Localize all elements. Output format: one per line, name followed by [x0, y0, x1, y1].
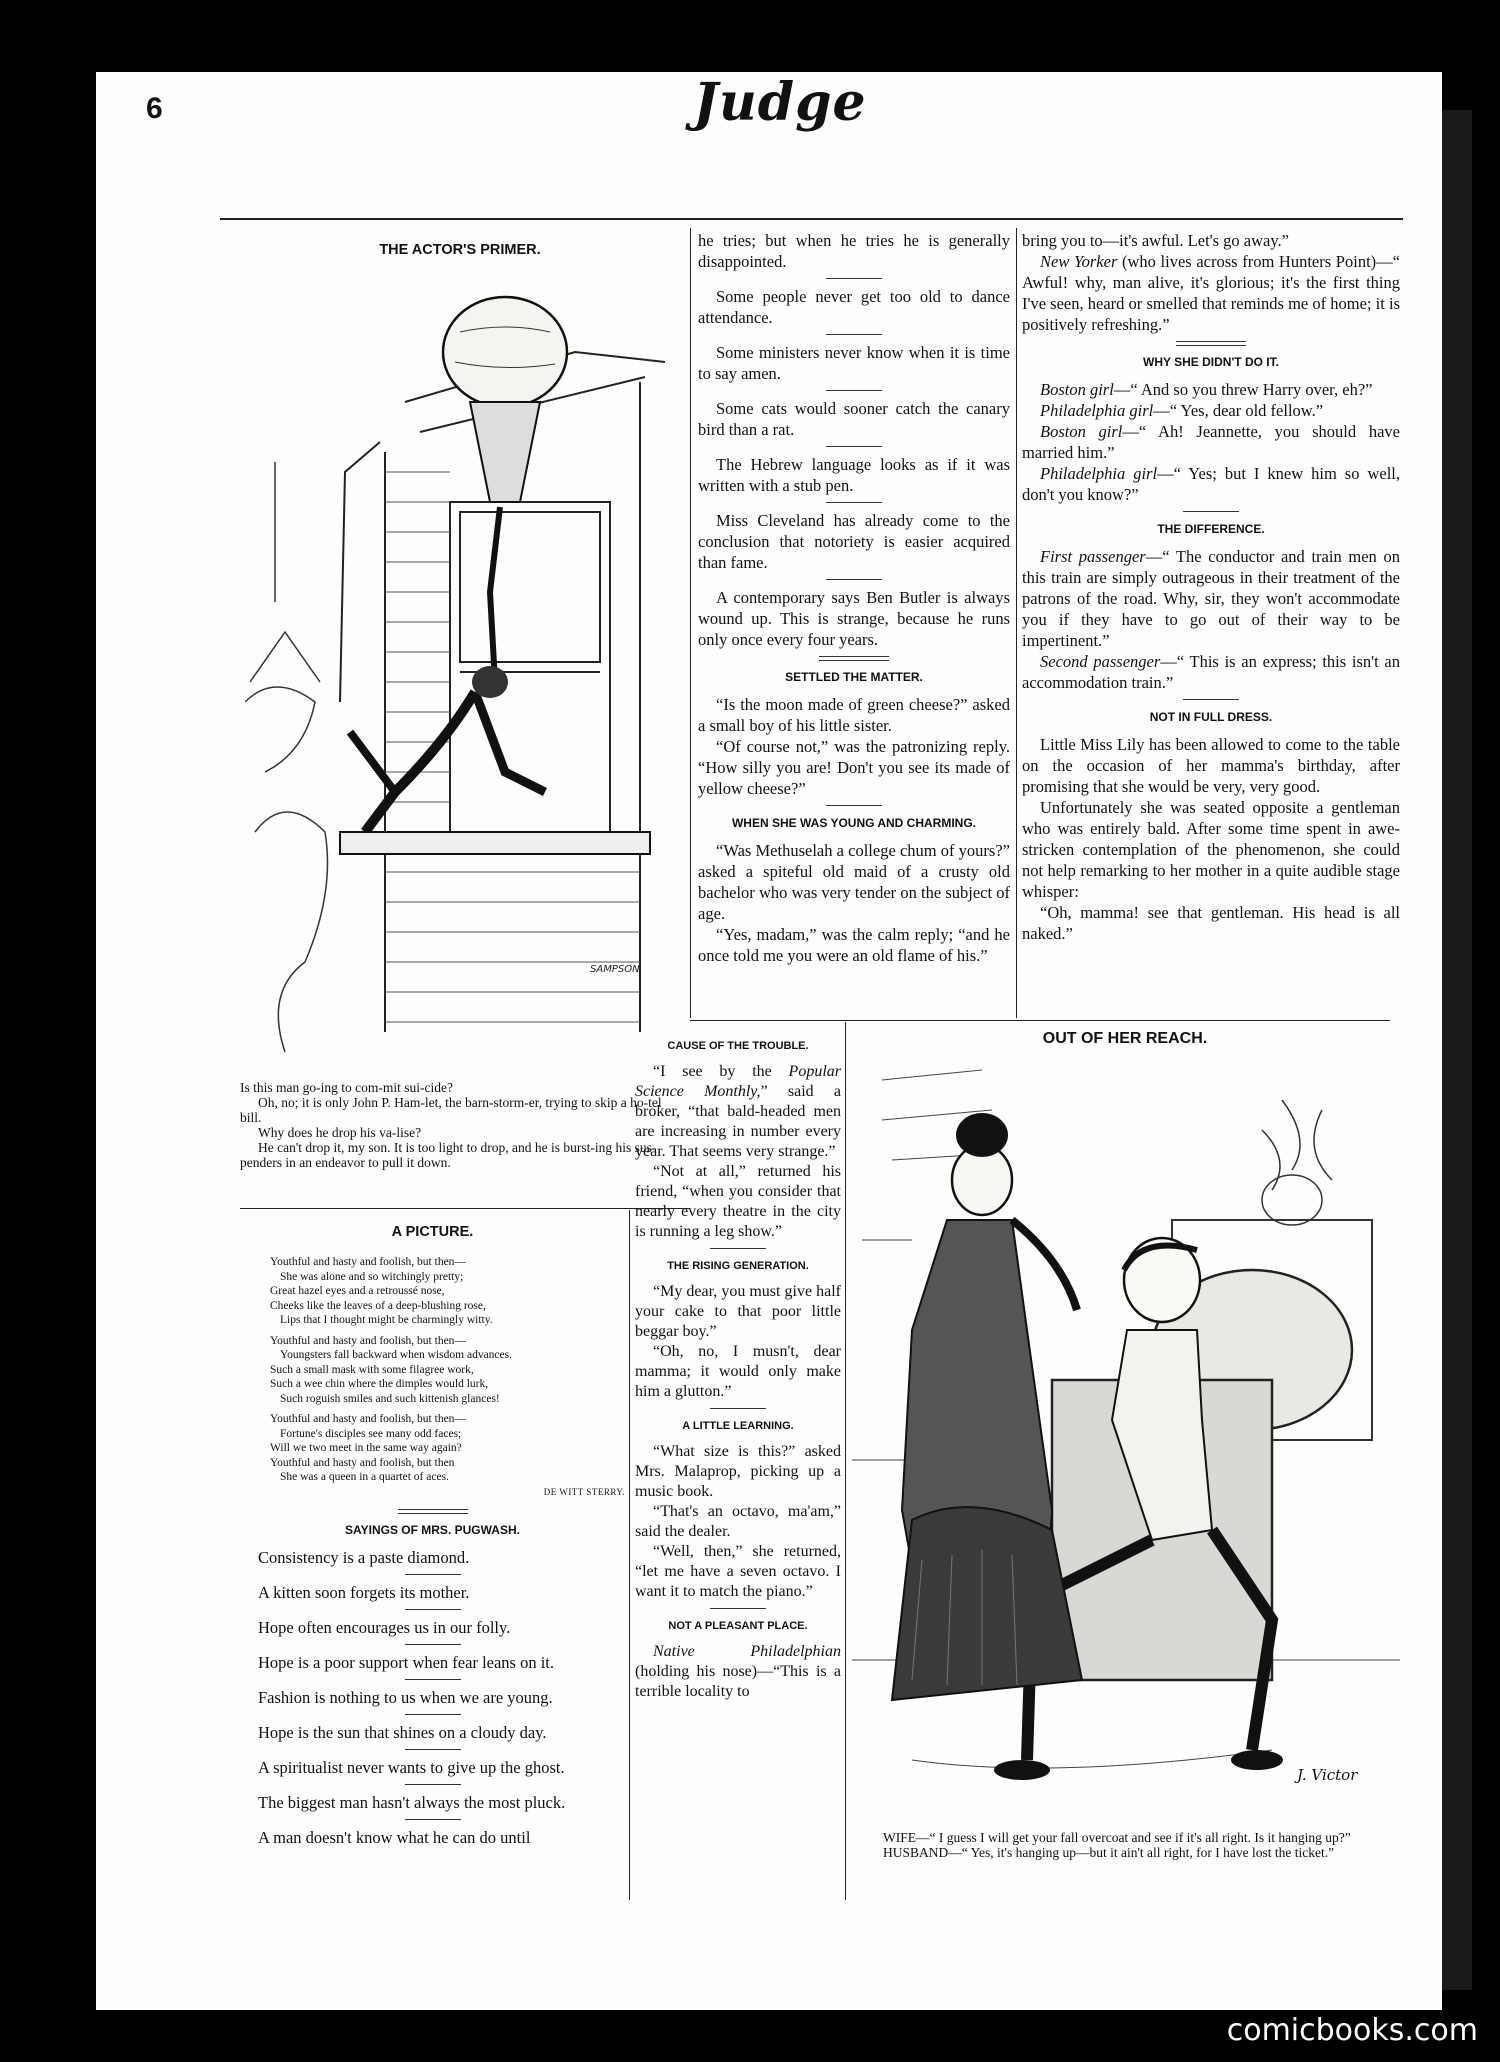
separator	[819, 656, 889, 661]
speaker: Boston girl	[1040, 422, 1123, 441]
poem-line: She was alone and so witchingly pretty;	[280, 1270, 464, 1283]
separator	[1183, 511, 1239, 512]
column-rule	[845, 1022, 846, 1900]
text: ” said a broker, “that bald-headed men are increasing in number every year. That seems very strange.”	[635, 1083, 841, 1160]
poem-line: Youngsters fall backward when wisdom advances.	[280, 1349, 512, 1361]
speaker: New Yorker	[1040, 252, 1118, 271]
saying: A man doesn't know what he can do until	[258, 1828, 531, 1847]
saying: Fashion is nothing to us when we are young.	[258, 1688, 553, 1707]
speaker: Philadelphia girl	[1040, 401, 1154, 420]
saying: The biggest man hasn't always the most pluck.	[258, 1793, 566, 1812]
dialogue: —“ Yes; but I knew him so well, don't you know?”	[1022, 464, 1400, 504]
poem-line: Youthful and hasty and foolish, but then—	[270, 1256, 466, 1268]
separator	[405, 1784, 461, 1785]
poem	[240, 1255, 625, 1499]
poem-line: Such a small mask with some filagree work,	[270, 1363, 474, 1376]
separator	[710, 1608, 766, 1609]
speaker: First passenger	[1040, 547, 1146, 566]
poem-line: Cheeks like the leaves of a deep-blushing rose,	[270, 1299, 486, 1312]
separator	[405, 1749, 461, 1750]
text: “I see by the	[653, 1063, 789, 1080]
separator	[405, 1679, 461, 1680]
paragraph: Some ministers never know when it is time to say amen.	[698, 343, 1010, 383]
caption-line: Oh, no; it is only John P. Ham-let, the barn-storm-er, trying to skip a ho-tel bill.	[240, 1095, 662, 1125]
column-3-top	[1022, 230, 1400, 950]
separator	[710, 1408, 766, 1409]
separator	[405, 1609, 461, 1610]
pugwash-title: SAYINGS OF MRS. PUGWASH.	[345, 1523, 520, 1537]
poem-line: Youthful and hasty and foolish, but then—	[270, 1334, 466, 1347]
dialogue: —“ And so you threw Harry over, eh?”	[1113, 380, 1373, 399]
saying: Hope is a poor support when fear leans on it.	[258, 1653, 555, 1672]
column-2-bottom	[635, 1030, 841, 1708]
speaker: Philadelphia girl	[1040, 464, 1158, 483]
caption-line: Is this man go-ing to com-mit sui-cide?	[240, 1080, 453, 1095]
dialogue: —“ This is an express; this isn't an accommodation train.”	[1022, 652, 1401, 692]
difference-title: THE DIFFERENCE.	[1157, 522, 1265, 536]
actors-primer-illustration	[245, 272, 685, 1072]
separator	[826, 502, 882, 503]
paragraph: “Not at all,” returned his friend, “when you consider that nearly every theatre in the city is running a leg show.”	[635, 1163, 841, 1240]
paragraph: “Yes, madam,” was the calm reply; “and he once told me you were an old flame of his.”	[698, 925, 1010, 965]
cause-title: CAUSE OF THE TROUBLE.	[667, 1040, 809, 1052]
poem-line: Lips that I thought might be charmingly witty.	[280, 1314, 493, 1326]
picture-title: A PICTURE.	[391, 1224, 474, 1240]
speaker: Second passenger	[1040, 652, 1161, 671]
caption-line: Why does he drop his va-lise?	[258, 1125, 422, 1140]
poem-line: Youthful and hasty and foolish, but then—	[270, 1413, 466, 1425]
column-2-top	[698, 230, 1010, 972]
separator	[826, 334, 882, 335]
column-1-bottom	[240, 1222, 625, 1854]
separator	[405, 1714, 461, 1715]
text: (holding his nose)—“This is a terrible locality to	[635, 1663, 841, 1700]
settled-title: SETTLED THE MATTER.	[785, 670, 923, 684]
saying: Hope often encourages us in our folly.	[258, 1618, 511, 1637]
saying: A kitten soon forgets its mother.	[258, 1583, 470, 1602]
column-rule	[629, 1210, 630, 1900]
separator	[405, 1574, 461, 1575]
poem-line: Great hazel eyes and a retroussé nose,	[270, 1285, 445, 1297]
separator	[826, 278, 882, 279]
actors-primer-caption	[240, 1080, 680, 1170]
paragraph: Some people never get too old to dance attendance.	[698, 287, 1010, 327]
dialogue: —“ The conductor and train men on this train are simply outrageous in their treatment of the patrons of the road. Why, sir, they won't accommodate you if they have to go out of their way to be impertinent.”	[1022, 547, 1401, 650]
paragraph: bring you to—it's awful. Let's go away.”	[1022, 231, 1289, 250]
saying: Consistency is a paste diamond.	[258, 1548, 470, 1567]
paragraph: Little Miss Lily has been allowed to come to the table on the occasion of her mamma's birthday, after promising that she would be very, very good.	[1022, 735, 1400, 796]
speaker: Native Philadelphian	[653, 1643, 841, 1660]
paragraph: (who lives across from Hunters Point)—“ Awful! why, man alive, it's glorious; it's the first thing I've seen, heard or smelled that reminds me of home; it is positively refreshing.”	[1022, 252, 1400, 334]
poem-author: DE WITT STERRY.	[543, 1486, 625, 1497]
column-rule	[1016, 228, 1017, 1018]
separator	[398, 1509, 468, 1514]
separator	[826, 446, 882, 447]
poem-line: She was a queen in a quartet of aces.	[280, 1471, 449, 1483]
actors-primer-title: THE ACTOR'S PRIMER.	[379, 242, 541, 258]
separator	[1176, 341, 1246, 346]
column-rule	[240, 1208, 690, 1209]
paragraph: “Oh, no, I musn't, dear mamma; it would only make him a glutton.”	[635, 1343, 841, 1400]
poem-line: Youthful and hasty and foolish, but then	[270, 1456, 455, 1469]
paragraph: he tries; but when he tries he is generally disappointed.	[698, 231, 1010, 271]
page-number: 6	[146, 92, 163, 125]
paragraph: A contemporary says Ben Butler is always wound up. This is strange, because he runs only once every four years.	[698, 588, 1010, 649]
publication-name: Popular Science Monthly,	[635, 1063, 841, 1100]
paragraph: “Well, then,” she returned, “let me have a seven octavo. I want it to match the piano.”	[635, 1543, 841, 1600]
actors-primer-signature: SAMPSON	[590, 964, 640, 975]
header-rule	[220, 218, 1403, 220]
paragraph: “Oh, mamma! see that gentleman. His head is all naked.”	[1022, 903, 1400, 943]
paragraph: “What size is this?” asked Mrs. Malaprop, picking up a music book.	[635, 1443, 841, 1500]
full-dress-title: NOT IN FULL DRESS.	[1149, 710, 1273, 724]
wife-line: —“ I guess I will get your fall overcoat and see if it's all right. Is it hanging up?”	[916, 1830, 1351, 1845]
paragraph: Some cats would sooner catch the canary bird than a rat.	[698, 399, 1010, 439]
separator	[405, 1644, 461, 1645]
paragraph: “Was Methuselah a college chum of yours?” asked a spiteful old maid of a crusty old bachelor who was very tender on the subject of age.	[698, 841, 1010, 923]
separator	[1183, 699, 1239, 700]
poem-line: Fortune's disciples see many odd faces;	[280, 1427, 462, 1440]
speaker: Boston girl	[1040, 380, 1114, 399]
masthead: Judge	[693, 72, 867, 133]
separator	[826, 805, 882, 806]
wife-label: WIFE	[883, 1830, 916, 1845]
pleasant-title: NOT A PLEASANT PLACE.	[668, 1620, 808, 1632]
paragraph: “Is the moon made of green cheese?” asked a small boy of his little sister.	[698, 695, 1010, 735]
young-title: WHEN SHE WAS YOUNG AND CHARMING.	[731, 816, 976, 830]
reach-signature: J. Victor	[1297, 1766, 1358, 1784]
dialogue: —“ Yes, dear old fellow.”	[1153, 401, 1324, 420]
separator	[710, 1248, 766, 1249]
husband-line: —“ Yes, it's hanging up—but it ain't all right, for I have lost the ticket.”	[948, 1845, 1335, 1860]
adjacent-page-edge	[1442, 110, 1472, 1990]
paragraph: Miss Cleveland has already come to the conclusion that notoriety is easier acquired than fame.	[698, 511, 1010, 572]
paragraph: “Of course not,” was the patronizing reply. “How silly you are! Don't you see its made of yellow cheese?”	[698, 737, 1010, 798]
reach-caption	[855, 1830, 1400, 1860]
rising-title: THE RISING GENERATION.	[667, 1260, 809, 1272]
paragraph: “That's an octavo, ma'am,” said the dealer.	[635, 1503, 841, 1540]
paragraph: Unfortunately she was seated opposite a gentleman who was entirely bald. After some time spent in awe-stricken contemplation of the phenomenon, she could not help remarking to her mother in a quite audible stage whisper:	[1022, 798, 1400, 901]
watermark: comicbooks.com	[1226, 2013, 1478, 2048]
caption-line: He can't drop it, my son. It is too light to drop, and he is burst-ing his sus-penders in an endeavor to pull it down.	[240, 1140, 657, 1170]
dialogue: —“ Ah! Jeannette, you should have married him.”	[1022, 422, 1400, 462]
poem-line: Such a wee chin where the dimples would lurk,	[270, 1378, 489, 1390]
reach-illustration	[852, 1060, 1400, 1820]
reach-title: OUT OF HER REACH.	[1042, 1030, 1208, 1047]
column-rule	[690, 228, 691, 1018]
separator	[826, 579, 882, 580]
paragraph: The Hebrew language looks as if it was written with a stub pen.	[698, 455, 1010, 495]
why-not-title: WHY SHE DIDN'T DO IT.	[1143, 355, 1279, 369]
paragraph: “My dear, you must give half your cake to that poor little beggar boy.”	[635, 1283, 841, 1340]
poem-line: Will we two meet in the same way again?	[270, 1442, 462, 1454]
poem-line: Such roguish smiles and such kittenish glances!	[280, 1392, 500, 1405]
husband-label: HUSBAND	[883, 1845, 949, 1860]
learning-title: A LITTLE LEARNING.	[682, 1420, 794, 1432]
saying: Hope is the sun that shines on a cloudy day.	[258, 1723, 547, 1742]
separator	[405, 1819, 461, 1820]
separator	[826, 390, 882, 391]
saying: A spiritualist never wants to give up the ghost.	[258, 1758, 565, 1777]
column-rule	[690, 1020, 1390, 1021]
